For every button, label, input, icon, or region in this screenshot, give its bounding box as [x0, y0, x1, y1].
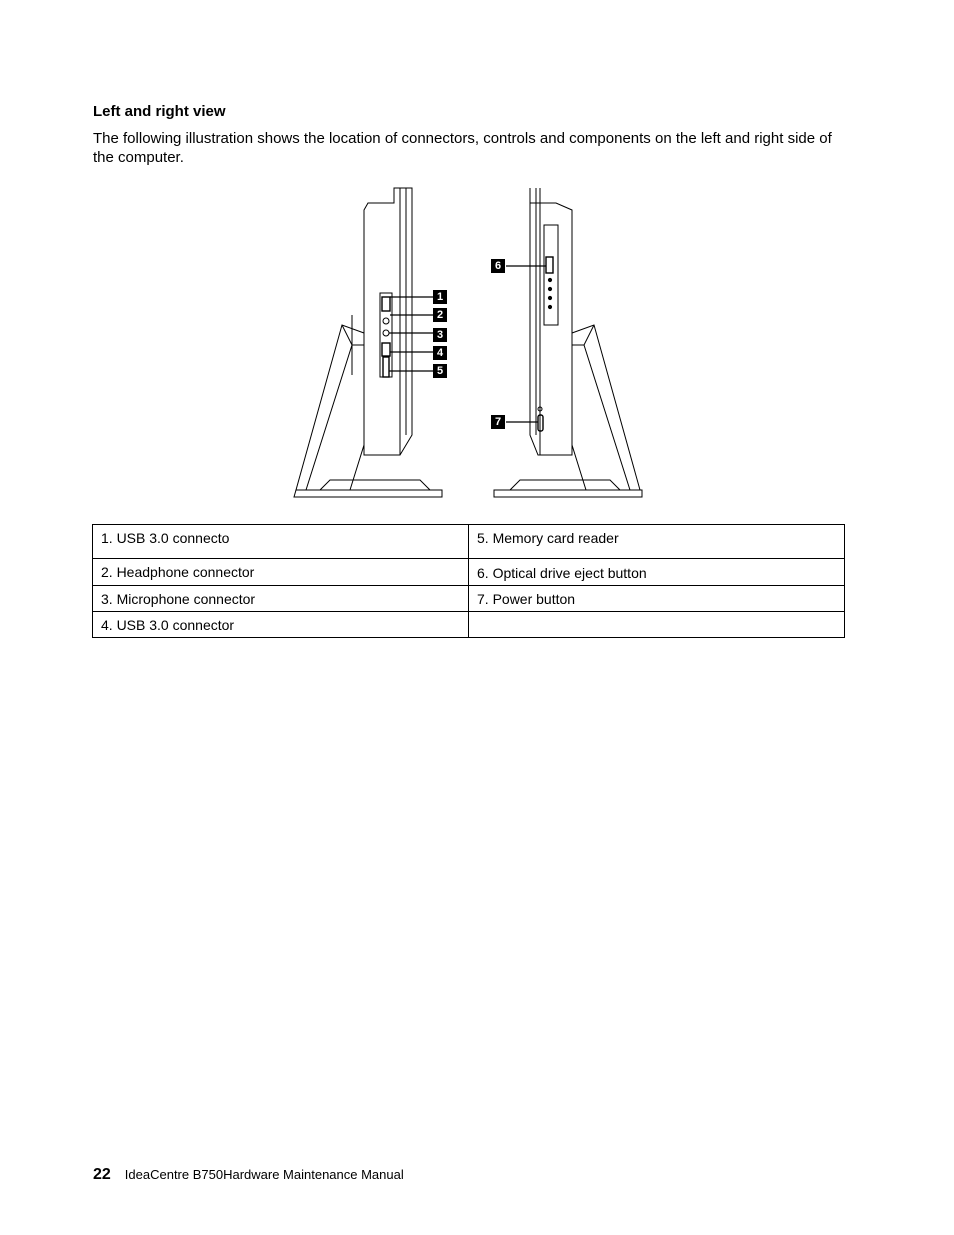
- legend-cell: 2. Headphone connector: [93, 559, 469, 586]
- legend-cell: 4. USB 3.0 connector: [93, 612, 469, 638]
- callout-3: 3: [433, 328, 447, 342]
- legend-cell: 6. Optical drive eject button: [469, 559, 845, 586]
- page-number: 22: [93, 1166, 111, 1183]
- legend-cell: 5. Memory card reader: [469, 525, 845, 559]
- callout-7: 7: [491, 415, 505, 429]
- callout-2: 2: [433, 308, 447, 322]
- legend-cell: 7. Power button: [469, 586, 845, 612]
- legend-cell: 1. USB 3.0 connecto: [93, 525, 469, 559]
- computer-side-views: [290, 185, 650, 505]
- page-footer: [93, 1166, 404, 1184]
- intro-paragraph: The following illustration shows the location of connectors, controls and components on the left and right side of the computer.: [93, 130, 832, 166]
- callout-4: 4: [433, 346, 447, 360]
- section-heading: Left and right view: [93, 103, 226, 120]
- side-view-illustration: [290, 185, 650, 505]
- left-side-view: [294, 188, 442, 497]
- callout-1: 1: [433, 290, 447, 304]
- table-row: [93, 612, 845, 638]
- callout-leaders: [389, 266, 546, 422]
- right-side-view: [494, 188, 642, 497]
- manual-title: IdeaCentre B750Hardware Maintenance Manual: [124, 1167, 404, 1182]
- table-row: [93, 586, 845, 612]
- callout-5: 5: [433, 364, 447, 378]
- table-row: [93, 559, 845, 586]
- callout-6: 6: [491, 259, 505, 273]
- legend-cell: 3. Microphone connector: [93, 586, 469, 612]
- legend-cell: [469, 612, 845, 638]
- table-row: [93, 525, 845, 559]
- component-legend-table: [92, 524, 845, 638]
